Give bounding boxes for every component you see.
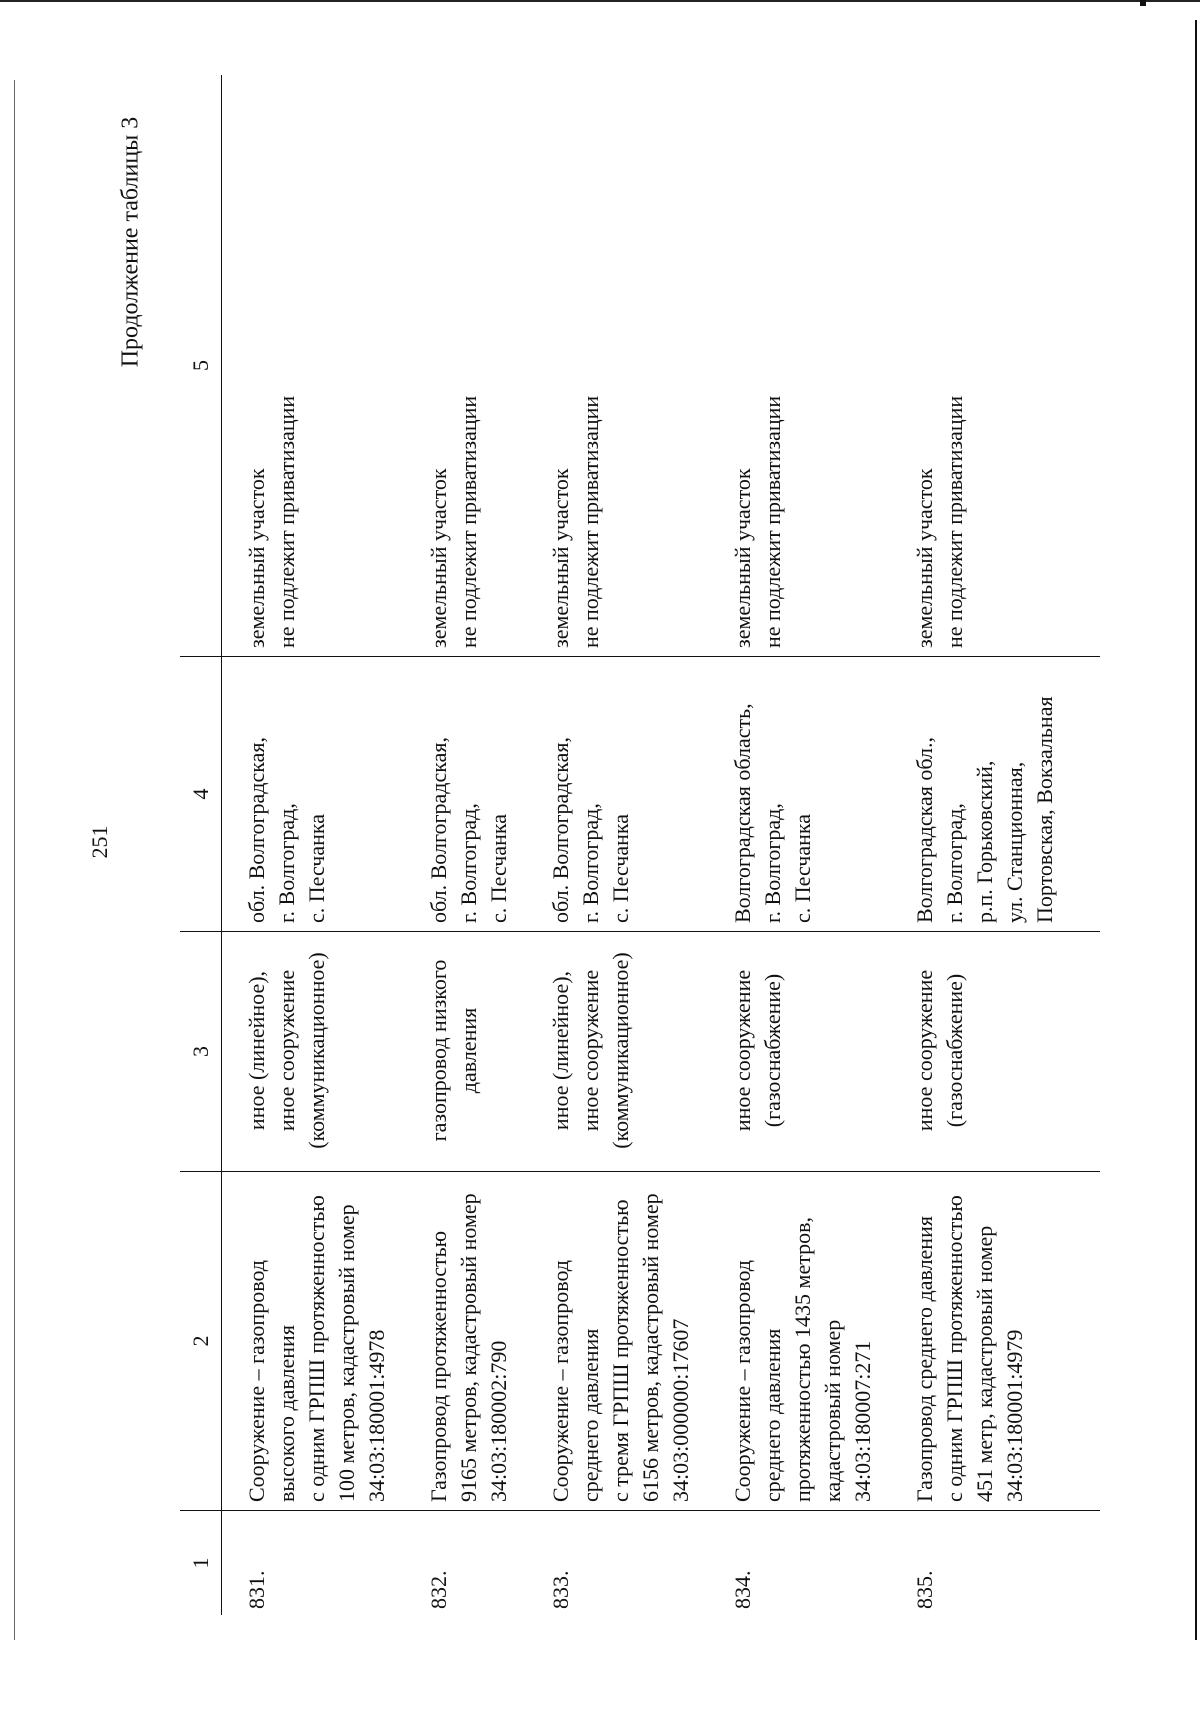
page-number: 251	[87, 825, 112, 859]
row-number: 834.	[730, 1570, 755, 1609]
rotated-table-frame	[180, 75, 1185, 1615]
table-row	[526, 75, 708, 1615]
table-container	[180, 75, 1185, 1615]
object-description: Газопровод протяженностью 9165 метров, кадастровый номер 34:03:180002:790	[404, 1172, 526, 1511]
header-row	[180, 75, 222, 1615]
column-header-2: 2	[180, 1172, 222, 1511]
row-number: 832.	[426, 1570, 451, 1609]
table-row	[404, 75, 526, 1615]
table-row	[890, 75, 1100, 1615]
scan-mark	[1140, 0, 1146, 6]
row-number: 831.	[244, 1570, 269, 1609]
object-type: иное сооружение (газоснабжение)	[708, 932, 890, 1172]
object-address: обл. Волгоградская, г. Волгоград, с. Песчанка	[526, 657, 708, 932]
column-header-1: 1	[180, 1511, 222, 1616]
object-note: земельный участок не подлежит приватизации	[404, 75, 526, 657]
object-type: иное (линейное), иное сооружение (коммуникационное)	[222, 932, 405, 1172]
object-note: земельный участок не подлежит приватизации	[708, 75, 890, 657]
right-scan-edge	[1195, 20, 1197, 1640]
object-type: газопровод низкого давления	[404, 932, 526, 1172]
property-table	[180, 75, 1100, 1615]
object-note: земельный участок не подлежит приватизации	[222, 75, 405, 657]
table-caption: Продолжение таблицы 3	[117, 116, 144, 368]
object-description: Сооружение – газопровод среднего давления протяженностью 1435 метров, кадастровый номер 34:03:180007:271	[708, 1172, 890, 1511]
object-description: Сооружение – газопровод высокого давления с одним ГРПШ протяженностью 100 метров, кадастровый номер 34:03:180001:4978	[222, 1172, 405, 1511]
column-header-4: 4	[180, 657, 222, 932]
row-number: 833.	[548, 1570, 573, 1609]
object-address: обл. Волгоградская, г. Волгоград, с. Песчанка	[404, 657, 526, 932]
object-type: иное (линейное), иное сооружение (коммуникационное)	[526, 932, 708, 1172]
left-scan-edge	[14, 80, 15, 1640]
object-type: иное сооружение (газоснабжение)	[890, 932, 1100, 1172]
table-row	[708, 75, 890, 1615]
column-header-5: 5	[180, 75, 222, 657]
object-note: земельный участок не подлежит приватизации	[890, 75, 1100, 657]
top-scan-edge	[0, 0, 1200, 2]
row-number: 835.	[912, 1570, 937, 1609]
object-description: Газопровод среднего давления с одним ГРПШ протяженностью 451 метр, кадастровый номер 34:03:180001:4979	[890, 1172, 1100, 1511]
object-address: Волгоградская обл., г. Волгоград, р.п. Горьковский, ул. Станционная, Портовская, Вокзальная	[890, 657, 1100, 932]
column-header-3: 3	[180, 932, 222, 1172]
object-address: обл. Волгоградская, г. Волгоград, с. Песчанка	[222, 657, 405, 932]
object-note: земельный участок не подлежит приватизации	[526, 75, 708, 657]
object-address: Волгоградская область, г. Волгоград, с. Песчанка	[708, 657, 890, 932]
object-description: Сооружение – газопровод среднего давления с тремя ГРПШ протяженностью 6156 метров, кадастровый номер 34:03:000000:17607	[526, 1172, 708, 1511]
table-row	[222, 75, 405, 1615]
